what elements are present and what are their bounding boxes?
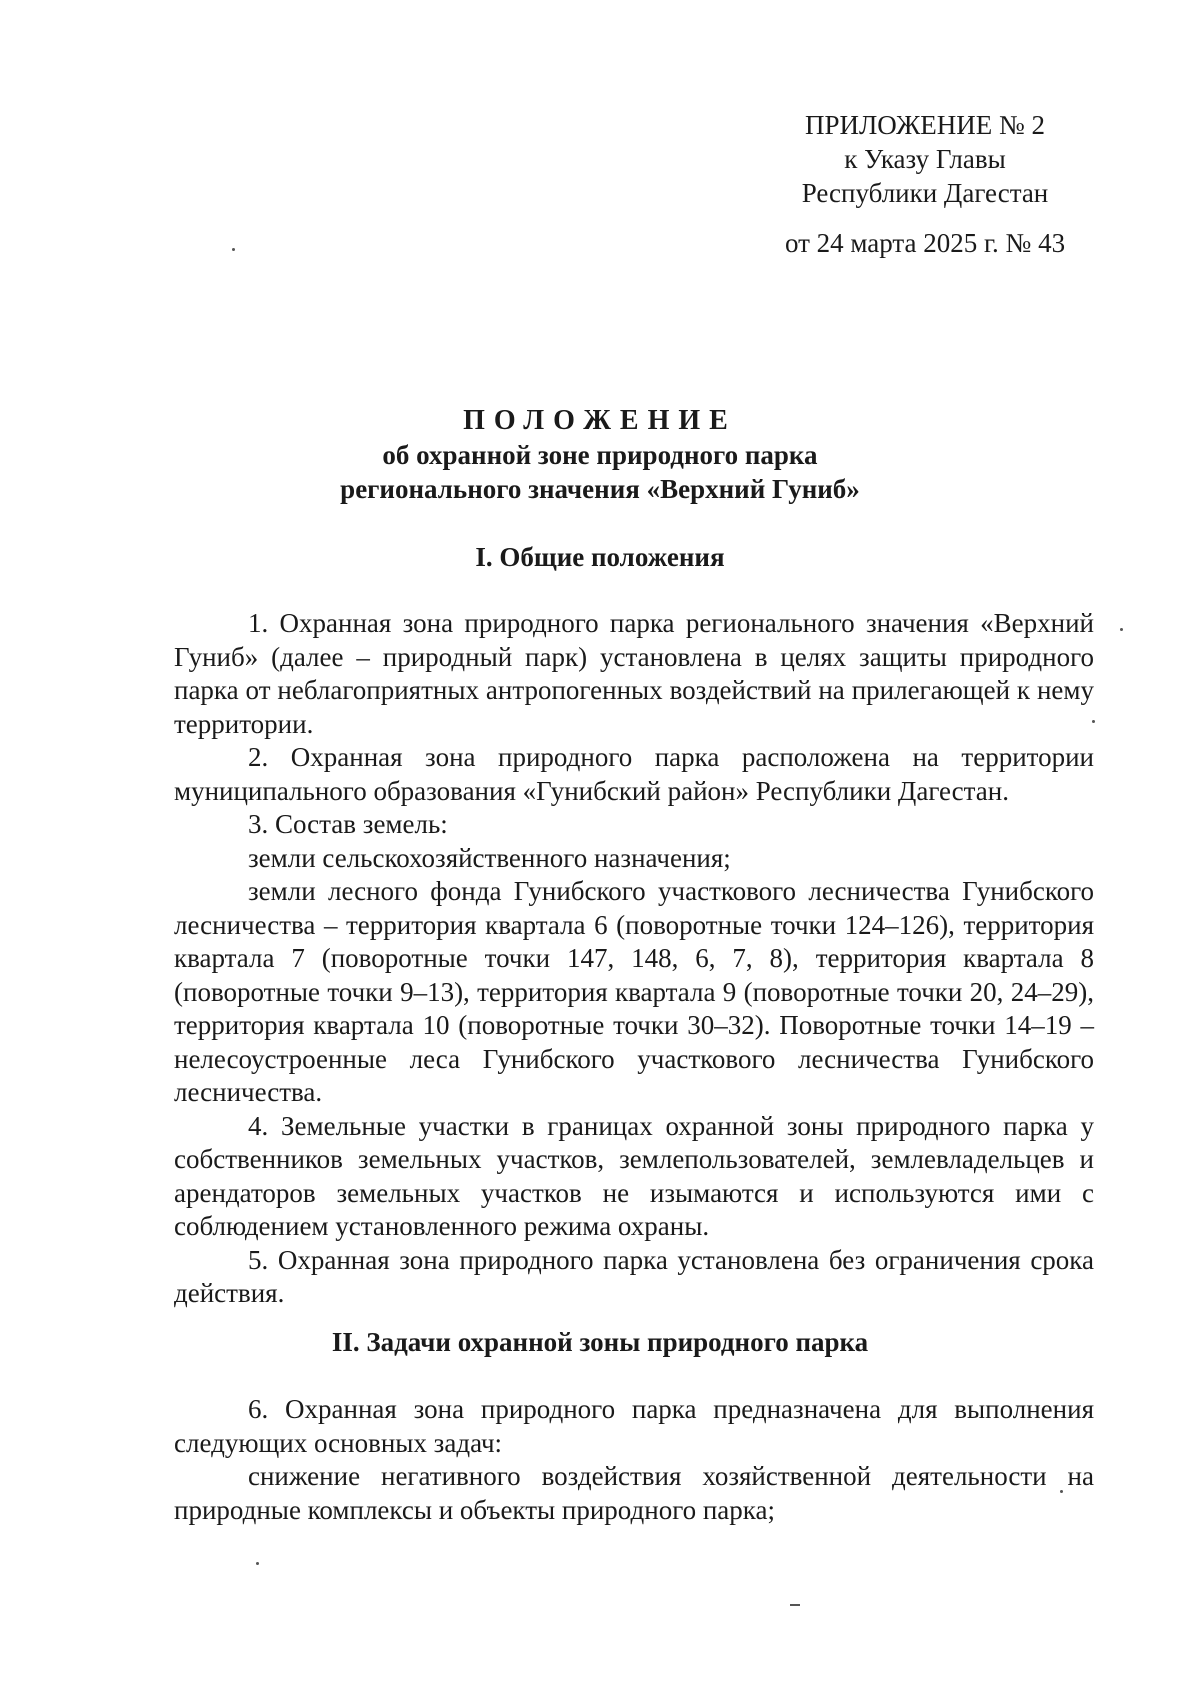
scan-speck [1120,628,1123,631]
paragraph: 2. Охранная зона природного парка расположена на территории муниципального образования «Гунибский район» Республики Дагестан. [174,742,1094,806]
document-title-block [0,404,1200,506]
paragraph: 6. Охранная зона природного парка предназначена для выполнения следующих основных задач: [174,1394,1094,1458]
paragraph: земли лесного фонда Гунибского участкового лесничества Гунибского лесничества – территория квартала 6 (поворотные точки 124–126), территория квартала 7 (поворотные точки 147, 148, 6, 7, 8), территория квартала 8 (поворотные точки 9–13), территория квартала 9 (поворотные точки 20, 24–29), территория квартала 10 (поворотные точки 30–32). Поворотные точки 14–19 – нелесоустроенные леса Гунибского участкового лесничества Гунибского лесничества. [174,876,1094,1107]
appendix-decree: к Указу Главы [844,144,1006,174]
paragraph: снижение негативного воздействия хозяйственной деятельности на природные комплексы и объекты природного парка; [174,1461,1094,1525]
scan-speck [256,1562,259,1565]
paragraph: 3. Состав земель: [248,809,448,839]
section-heading-general: I. Общие положения [475,542,725,572]
section-general-body [174,607,1094,1311]
appendix-block [760,108,1090,260]
section-heading-tasks: II. Задачи охранной зоны природного парка [331,1327,869,1357]
paragraph: 1. Охранная зона природного парка регионального значения «Верхний Гуниб» (далее – природный парк) установлена в целях защиты природного парка от неблагоприятных антропогенных воздействий на прилегающей к нему территории. [174,608,1094,739]
document-title: ПОЛОЖЕНИЕ [463,405,737,436]
scan-speck [790,1604,800,1606]
scan-speck [232,248,235,251]
paragraph: земли сельскохозяйственного назначения; [248,842,731,873]
paragraph: 4. Земельные участки в границах охранной зоны природного парка у собственников земельных участков, землепользователей, землевладельцев и арендаторов земельных участков не изымаются и используются ими с соблюдением установленного режима охраны. [174,1110,1094,1241]
section-tasks-body [174,1393,1094,1527]
appendix-date: от 24 марта 2025 г. № 43 [784,228,1066,258]
paragraph: 5. Охранная зона природного парка установлена без ограничения срока действия. [174,1244,1094,1308]
document-subtitle-line2: регионального значения «Верхний Гуниб» [340,474,860,504]
appendix-republic: Республики Дагестан [801,178,1049,208]
appendix-number: ПРИЛОЖЕНИЕ № 2 [804,110,1046,140]
document-subtitle-line1: об охранной зоне природного парка [382,440,818,470]
